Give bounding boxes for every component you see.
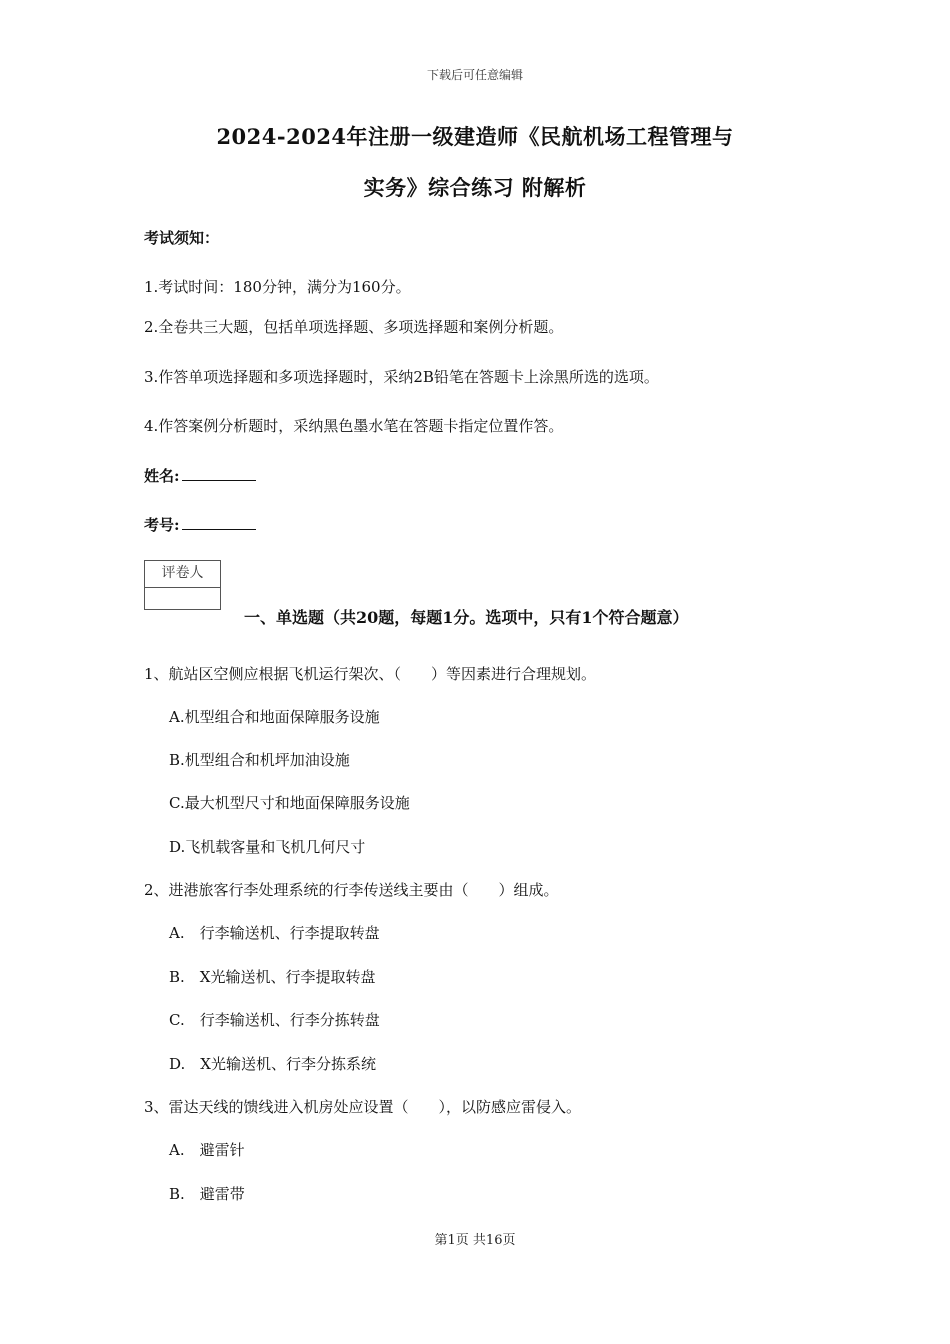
name-field xyxy=(144,464,256,486)
notice-item: 2.全卷共三大题，包括单项选择题、多项选择题和案例分析题。 xyxy=(144,318,564,336)
header-note: 下载后可任意编辑 xyxy=(426,68,523,82)
question-option: A.机型组合和地面保障服务设施 xyxy=(169,708,380,726)
id-blank xyxy=(182,513,256,530)
question-option: D.飞机载客量和飞机几何尺寸 xyxy=(169,838,366,856)
question-option: C. 行李输送机、行李分拣转盘 xyxy=(169,1011,380,1029)
name-label: 姓名: xyxy=(144,467,180,485)
grader-label: 评卷人 xyxy=(145,561,220,588)
grader-box xyxy=(144,560,221,610)
section-heading: 一、单选题（共20题，每题1分。选项中，只有1个符合题意） xyxy=(244,608,689,627)
question-option: D. X光输送机、行李分拣系统 xyxy=(169,1055,376,1073)
notice-item: 1.考试时间：180分钟，满分为160分。 xyxy=(144,278,411,296)
question-stem: 2、进港旅客行李处理系统的行李传送线主要由（ ）组成。 xyxy=(144,881,559,899)
question-option: B.机型组合和机坪加油设施 xyxy=(169,751,350,769)
notice-item: 4.作答案例分析题时，采纳黑色墨水笔在答题卡指定位置作答。 xyxy=(144,417,564,435)
id-label: 考号: xyxy=(144,516,180,534)
question-option: C.最大机型尺寸和地面保障服务设施 xyxy=(169,794,410,812)
notice-item: 3.作答单项选择题和多项选择题时，采纳2B铅笔在答题卡上涂黑所选的选项。 xyxy=(144,368,659,386)
question-option: A. 避雷针 xyxy=(169,1141,245,1159)
question-stem: 3、雷达天线的馈线进入机房处应设置（ ），以防感应雷侵入。 xyxy=(144,1098,582,1116)
question-option: B. 避雷带 xyxy=(169,1185,245,1203)
document-title-line-2: 实务》综合练习 附解析 xyxy=(363,175,587,200)
name-blank xyxy=(182,464,256,481)
question-option: A. 行李输送机、行李提取转盘 xyxy=(169,924,380,942)
notice-heading: 考试须知： xyxy=(144,229,220,247)
page-footer: 第1页 共16页 xyxy=(434,1233,516,1248)
id-field xyxy=(144,513,256,535)
question-stem: 1、航站区空侧应根据飞机运行架次、（ ）等因素进行合理规划。 xyxy=(144,665,597,683)
question-option: B. X光输送机、行李提取转盘 xyxy=(169,968,376,986)
document-title-line-1: 2024-2024年注册一级建造师《民航机场工程管理与 xyxy=(216,124,734,149)
